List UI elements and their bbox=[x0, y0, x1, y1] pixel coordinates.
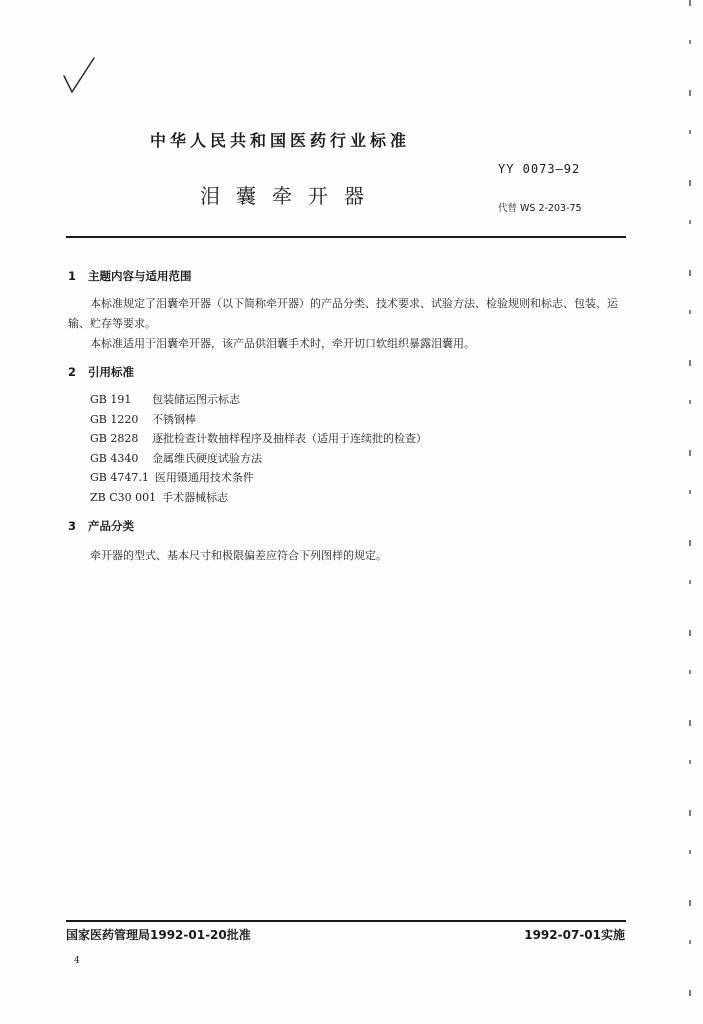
section-2-heading bbox=[68, 364, 134, 380]
handwritten-check-icon bbox=[62, 56, 96, 96]
section-1-heading bbox=[68, 268, 192, 284]
ref-title: 包装储运图示标志 bbox=[152, 393, 240, 406]
ref-title: 手术器械标志 bbox=[162, 490, 229, 504]
replaces-note: 代替 WS 2-203-75 bbox=[498, 203, 582, 214]
section-1-paragraph-2: 本标准适用于泪囊牵开器，该产品供泪囊手术时，牵开切口软组织暴露泪囊用。 bbox=[90, 337, 475, 350]
effective-date: 1992-07-01实施 bbox=[524, 928, 625, 942]
doc-title: 泪囊牵开器 bbox=[200, 184, 380, 208]
section-title: 产品分类 bbox=[88, 519, 134, 533]
footer-rule bbox=[66, 920, 626, 922]
ref-code: GB 4747.1 bbox=[90, 471, 149, 484]
list-item bbox=[90, 390, 427, 410]
reference-list bbox=[90, 390, 427, 507]
ref-title: 医用镊通用技术条件 bbox=[154, 471, 254, 484]
ref-code: GB 191 bbox=[90, 393, 132, 406]
ref-code: ZB C30 001 bbox=[90, 490, 157, 504]
list-item bbox=[90, 488, 427, 508]
ref-code: GB 4340 bbox=[90, 451, 139, 465]
section-1-paragraph-1: 本标准规定了泪囊牵开器（以下简称牵开器）的产品分类、技术要求、试验方法、检验规则和标志、包装、运输、贮存等要求。 bbox=[68, 297, 618, 330]
ref-code: GB 1220 bbox=[90, 412, 139, 426]
list-item bbox=[90, 429, 427, 449]
section-3-paragraph-1: 牵开器的型式、基本尺寸和极限偏差应符合下列图样的规定。 bbox=[90, 549, 387, 562]
section-title: 引用标准 bbox=[88, 365, 134, 379]
ref-code: GB 2828 bbox=[90, 432, 139, 445]
list-item bbox=[90, 468, 427, 488]
ref-title: 逐批检查计数抽样程序及抽样表（适用于连续批的检查） bbox=[152, 432, 427, 445]
section-number: 2 bbox=[68, 365, 77, 379]
header-rule bbox=[66, 236, 626, 238]
approval-note: 国家医药管理局1992-01-20批准 bbox=[66, 928, 251, 942]
section-title: 主题内容与适用范围 bbox=[88, 269, 192, 283]
scan-edge-artifact bbox=[689, 0, 691, 1024]
ref-title: 不锈钢棒 bbox=[152, 412, 196, 426]
ref-title: 金属维氏硬度试验方法 bbox=[152, 451, 262, 465]
org-title: 中华人民共和国医药行业标准 bbox=[150, 131, 411, 150]
page-number: 4 bbox=[74, 956, 80, 966]
section-3-heading bbox=[68, 518, 134, 534]
list-item bbox=[90, 410, 427, 430]
standard-code: YY 0073—92 bbox=[498, 162, 581, 176]
section-number: 3 bbox=[68, 519, 77, 533]
section-number: 1 bbox=[68, 269, 77, 283]
list-item bbox=[90, 449, 427, 469]
